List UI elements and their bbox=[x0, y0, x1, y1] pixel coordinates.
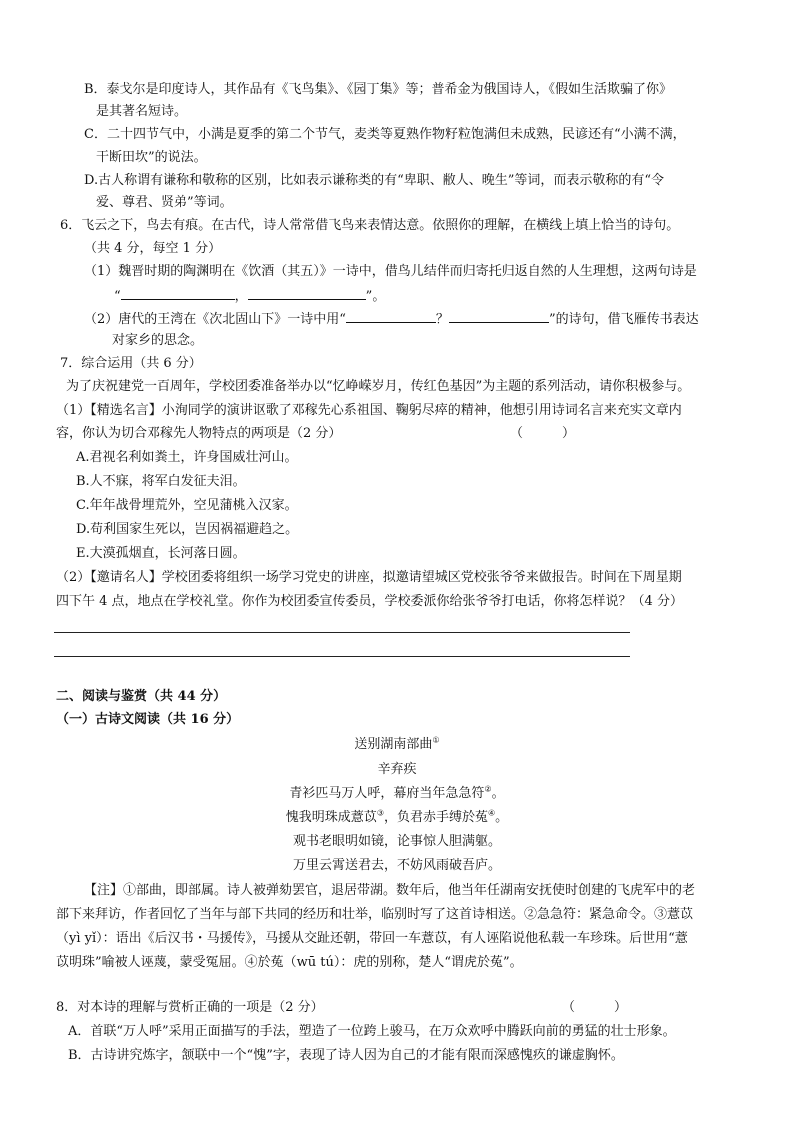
q6-part2-line2: 对家乡的思念。 bbox=[112, 333, 204, 348]
q7-part1-line1: （1）【精选名言】小洵同学的演讲讴歌了邓稼先心系祖国、鞠躬尽瘁的精神，他想引用诗词名言来充实文章内 bbox=[56, 403, 682, 418]
q7-part2-line1: （2）【邀请名人】学校团委将组织一场学习党史的讲座，拟邀请望城区党校张爷爷来做报告。时间在下周星期 bbox=[56, 570, 682, 585]
q8-option-b: B．古诗讲究炼字，颔联中一个“愧”字，表现了诗人因为自己的才能有限而深感愧疚的谦虚胸怀。 bbox=[68, 1048, 624, 1063]
poem-author: 辛弃疾 bbox=[377, 762, 417, 777]
poem-line-4: 万里云霄送君去，不妨风雨破吾庐。 bbox=[292, 858, 501, 873]
q8-option-a: A．首联“万人呼”采用正面描写的手法，塑造了一位跨上骏马，在万众欢呼中腾跃向前的勇猛的壮士形象。 bbox=[68, 1024, 676, 1039]
q7-answer-paren[interactable]: （ ） bbox=[510, 426, 576, 441]
q7-intro: 为了庆祝建党一百周年，学校团委准备举办以“忆峥嵘岁月，传红色基因”为主题的系列活动，请你积极参与。 bbox=[66, 379, 691, 394]
q5-option-b-line1: B．泰戈尔是印度诗人，其作品有《飞鸟集》、《园丁集》等；普希金为俄国诗人，《假如生活欺骗了你》 bbox=[84, 82, 673, 97]
q5-option-d-line1: D.古人称谓有谦称和敬称的区别，比如表示谦称类的有“卑职、敝人、晚生”等词，而表示敬称的有“令 bbox=[84, 173, 665, 188]
poem-title: 送别湖南部曲① bbox=[354, 735, 440, 752]
section-2-title: 二、阅读与鉴赏（共 44 分） bbox=[56, 689, 227, 704]
q7-option-a: A.君视名利如粪土，许身国威壮河山。 bbox=[76, 450, 298, 465]
q7-stem: 7．综合运用（共 6 分） bbox=[60, 356, 202, 371]
notes-line-2: 部下来拜访，作者回忆了当年与部下共同的经历和壮举，临别时写了这首诗相送。②急急符：紧急命令。③薏苡 bbox=[56, 907, 694, 922]
poem-line-2: 愧我明珠成薏苡③，负君赤手缚於菟④。 bbox=[285, 808, 509, 825]
q6-blank-1[interactable] bbox=[121, 287, 235, 300]
q7-option-d: D.苟利国家生死以，岂因祸福避趋之。 bbox=[76, 522, 299, 537]
q5-option-c-line2: 干断田坎”的说法。 bbox=[96, 150, 207, 165]
q6-stem: 6．飞云之下，鸟去有痕。在古代，诗人常常借飞鸟来表情达意。依照你的理解，在横线上填上恰当的诗句。 bbox=[60, 218, 680, 233]
q7-part1-line2: 容，你认为切合邓稼先人物特点的两项是（2 分） bbox=[56, 426, 342, 441]
q8-stem: 8．对本诗的理解与赏析正确的一项是（2 分） bbox=[56, 1000, 324, 1015]
q8-answer-paren[interactable]: （ ） bbox=[562, 1000, 628, 1015]
q7-option-b: B.人不寐，将军白发征夫泪。 bbox=[76, 474, 246, 489]
q7-part2-line2: 四下午 4 点，地点在学校礼堂。你作为校团委宣传委员，学校委派你给张爷爷打电话，你将怎样说？（4 分） bbox=[56, 594, 683, 609]
notes-line-4: 苡明珠”喻被人诬蔑，蒙受冤屈。④於菟（wū tú）：虎的别称，楚人“谓虎於菟”。 bbox=[56, 955, 523, 970]
poem-line-1: 青衫匹马万人呼，幕府当年急急符②。 bbox=[289, 784, 505, 801]
q5-option-b-line2: 是其著名短诗。 bbox=[96, 104, 188, 119]
notes-line-1: 【注】①部曲，即部属。诗人被弹劾罢官，退居带湖。数年后，他当年任湖南安抚使时创建的飞虎军中的老 bbox=[84, 883, 696, 898]
q6-part1-line2: “ ， ”。 bbox=[114, 289, 386, 304]
q6-blank-4[interactable] bbox=[449, 310, 549, 323]
notes-line-3: （yì yǐ）：语出《后汉书・马援传》，马援从交趾还朝，带回一车薏苡，有人诬陷说他私载一车珍珠。后世用“薏 bbox=[56, 931, 688, 946]
q5-option-d-line2: 爱、尊君、贤弟”等词。 bbox=[96, 195, 233, 210]
q7-option-e: E.大漠孤烟直，长河落日圆。 bbox=[76, 546, 246, 561]
q6-part2-line1: （2）唐代的王湾在《次北固山下》一诗中用“ ？ ”的诗句，借飞雁传书表达 bbox=[84, 312, 699, 327]
answer-line-1[interactable] bbox=[54, 632, 630, 633]
answer-line-2[interactable] bbox=[54, 656, 630, 657]
q6-blank-2[interactable] bbox=[248, 287, 366, 300]
q6-blank-3[interactable] bbox=[346, 310, 436, 323]
q5-option-c-line1: C．二十四节气中，小满是夏季的第二个节气，麦类等夏熟作物籽粒饱满但未成熟，民谚还有“小满不满， bbox=[84, 127, 686, 142]
poem-line-3: 观书老眼明如镜，论事惊人胆满躯。 bbox=[292, 834, 501, 849]
q6-part1-line1: （1）魏晋时期的陶渊明在《饮酒（其五）》一诗中，借鸟儿结伴而归寄托归返自然的人生理想，这两句诗是 bbox=[84, 264, 697, 279]
section-2-subtitle: （一）古诗文阅读（共 16 分） bbox=[56, 712, 240, 727]
q6-score: （共 4 分，每空 1 分） bbox=[84, 241, 222, 256]
q7-option-c: C.年年战骨埋荒外，空见蒲桃入汉家。 bbox=[76, 498, 298, 513]
